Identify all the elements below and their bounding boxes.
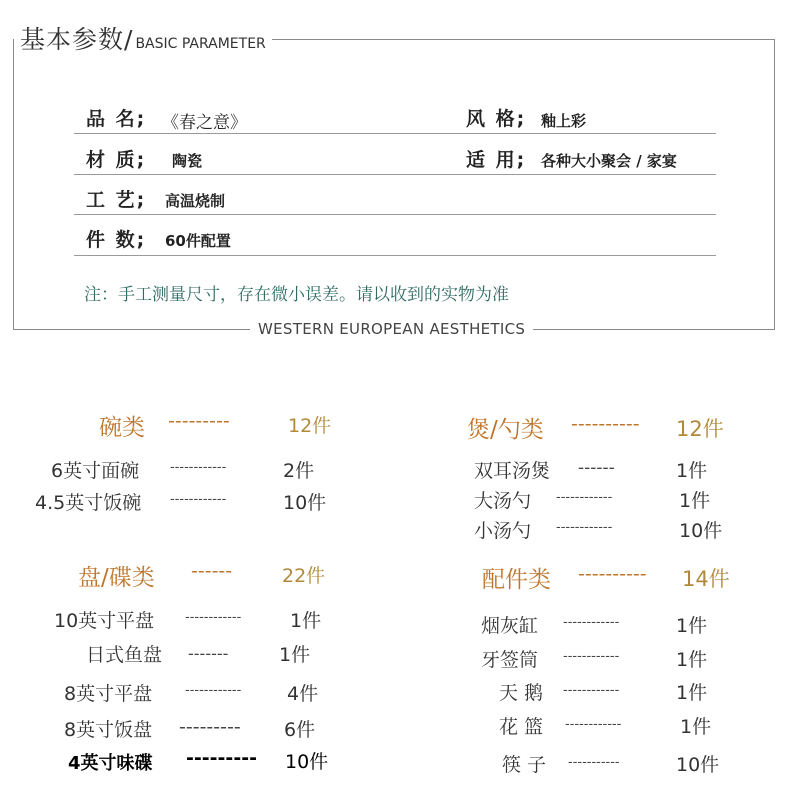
list-item-name: 小汤勺 (474, 520, 532, 542)
craft-label: 工 艺; (86, 189, 147, 211)
list-item-leader: ------------ (556, 490, 613, 505)
row-divider (74, 174, 716, 175)
list-item-leader: ------------ (556, 520, 613, 535)
list-item-name: 花 篮 (499, 716, 544, 738)
list-item-qty: 1件 (290, 610, 322, 632)
category-plates-count: 22件 (282, 565, 326, 587)
list-item-name: 4英寸味碟 (68, 753, 153, 774)
list-item-leader: --------- (179, 716, 241, 738)
list-item-name: 8英寸饭盘 (64, 719, 153, 741)
list-item-leader: ------------ (563, 615, 620, 630)
row-divider (74, 214, 716, 215)
usage-value: 各种大小聚会 / 家宴 (541, 152, 677, 170)
category-pots-count: 12件 (676, 417, 724, 441)
list-item-qty: 1件 (676, 682, 708, 704)
list-item-leader: ------------ (170, 460, 227, 475)
category-pots-title: 煲/勺类 (467, 417, 544, 443)
list-item-leader: ----------- (568, 755, 620, 770)
list-item-leader: ------------ (563, 683, 620, 698)
footer-caption: WESTERN EUROPEAN AESTHETICS (250, 320, 533, 338)
count-value: 60件配置 (165, 232, 231, 250)
material-value: 陶瓷 (172, 152, 203, 170)
list-item-leader: ------------ (170, 492, 227, 507)
list-item-name: 6英寸面碗 (51, 460, 140, 482)
list-item-name: 双耳汤煲 (474, 460, 551, 482)
name-label: 品 名; (86, 108, 147, 130)
list-item-qty: 10件 (676, 754, 720, 776)
row-divider (74, 133, 716, 134)
list-item-name: 日式鱼盘 (86, 644, 163, 666)
craft-value: 高温烧制 (165, 192, 226, 210)
title-english: BASIC PARAMETER (135, 36, 266, 52)
list-item-qty: 10件 (283, 492, 327, 514)
list-item-qty: 2件 (283, 460, 315, 482)
row-divider (74, 255, 716, 256)
section-title (14, 22, 272, 56)
list-item-name: 8英寸平盘 (64, 683, 153, 705)
list-item-qty: 1件 (680, 716, 712, 738)
list-item-leader: ------------ (185, 683, 242, 698)
category-plates-leader: ------ (191, 560, 233, 582)
list-item-leader: ------------ (565, 717, 622, 732)
name-value: 《春之意》 (162, 113, 247, 133)
list-item-name: 牙签筒 (481, 649, 539, 671)
list-item-qty: 1件 (676, 649, 708, 671)
list-item-name: 天 鹅 (499, 682, 544, 704)
list-item-qty: 10件 (285, 751, 329, 773)
list-item-name: 筷 子 (502, 754, 547, 776)
category-bowls-count: 12件 (288, 415, 332, 437)
list-item-qty: 1件 (676, 615, 708, 637)
list-item-name: 10英寸平盘 (54, 610, 155, 632)
category-plates-title: 盘/碟类 (78, 565, 155, 591)
list-item-leader: ------ (578, 458, 615, 478)
measurement-note: 注：手工测量尺寸，存在微小误差。请以收到的实物为准 (84, 285, 509, 305)
category-bowls-title: 碗类 (99, 415, 145, 441)
list-item-leader: ------------ (185, 610, 242, 625)
list-item-qty: 1件 (279, 644, 311, 666)
count-label: 件 数; (86, 229, 147, 251)
list-item-qty: 1件 (676, 460, 708, 482)
list-item-qty: 6件 (284, 719, 316, 741)
material-label: 材 质; (86, 149, 147, 171)
category-accessories-count: 14件 (682, 567, 730, 591)
style-value: 釉上彩 (541, 112, 587, 130)
list-item-qty: 4件 (287, 683, 319, 705)
category-pots-leader: ---------- (571, 413, 640, 435)
title-chinese: 基本参数/ (20, 25, 134, 54)
style-label: 风 格; (466, 108, 527, 130)
list-item-name: 烟灰缸 (481, 615, 539, 637)
list-item-qty: 1件 (679, 490, 711, 512)
list-item-leader: ------------ (563, 649, 620, 664)
list-item-name: 大汤勺 (474, 490, 532, 512)
list-item-leader: ------- (188, 644, 229, 663)
category-bowls-leader: --------- (168, 410, 230, 432)
list-item-name: 4.5英寸饭碗 (35, 492, 142, 514)
category-accessories-leader: ---------- (578, 563, 647, 585)
category-accessories-title: 配件类 (482, 567, 551, 593)
list-item-leader: --------- (186, 747, 257, 769)
list-item-qty: 10件 (679, 520, 723, 542)
usage-label: 适 用; (466, 149, 527, 171)
